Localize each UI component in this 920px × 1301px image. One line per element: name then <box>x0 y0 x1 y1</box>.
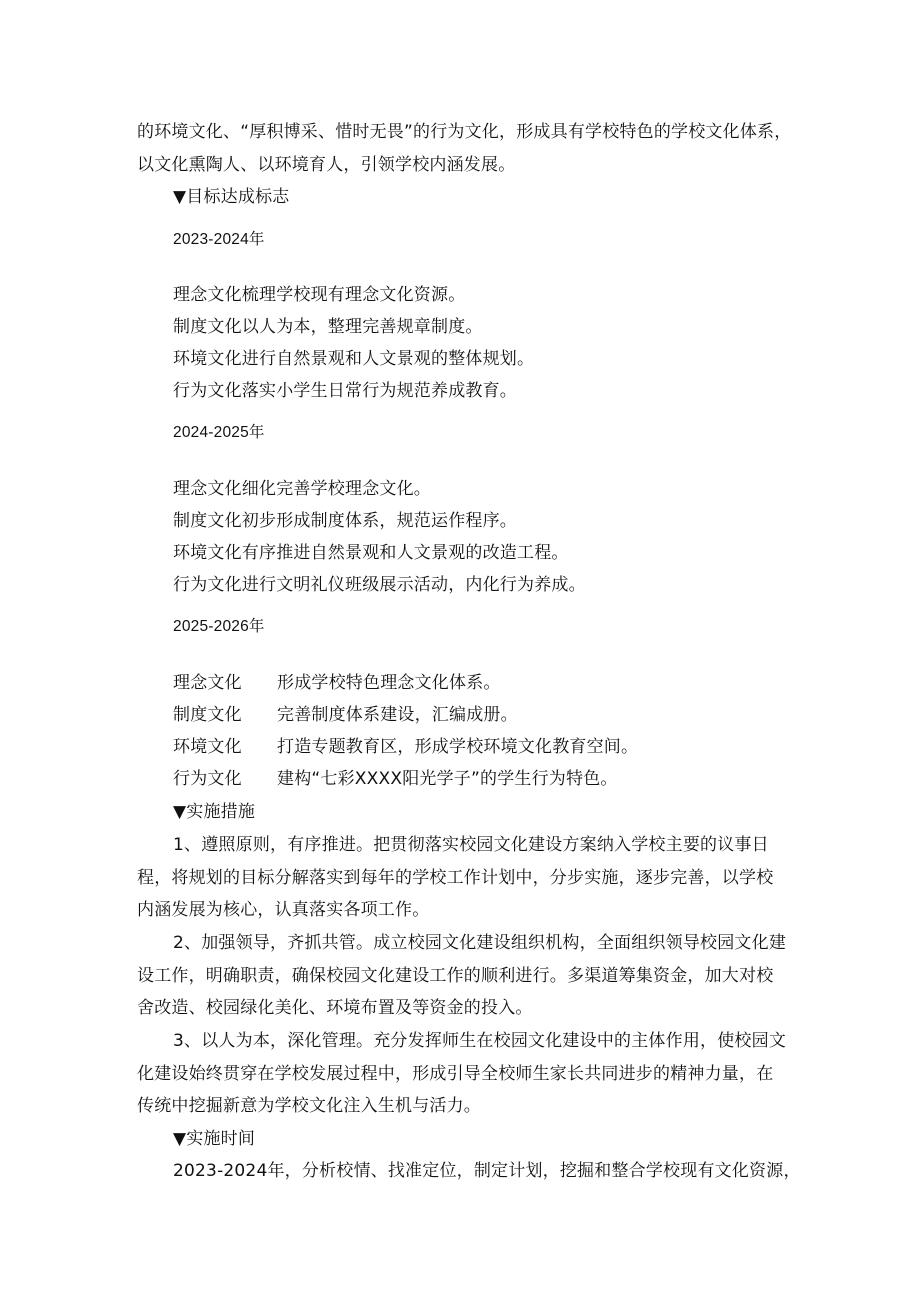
measure-line: 舍改造、校园绿化美化、环境布置及等资金的投入。 <box>137 998 533 1018</box>
goal-row <box>173 705 518 725</box>
goal-row <box>173 737 638 757</box>
measure-line: 2、加强领导，齐抓共管。成立校园文化建设组织机构，全面组织领导校园文化建 <box>173 933 787 953</box>
goal-row-label: 环境文化 <box>173 737 242 757</box>
goal-item: 行为文化落实小学生日常行为规范养成教育。 <box>173 381 517 401</box>
measure-line: 化建设始终贯穿在学校发展过程中，形成引导全校师生家长共同进步的精神力量，在 <box>137 1064 774 1084</box>
measure-line: 设工作，明确职责，确保校园文化建设工作的顺利进行。多渠道筹集资金，加大对校 <box>137 966 774 986</box>
measures-heading: ▼实施措施 <box>173 802 256 822</box>
goal-row-text: 形成学校特色理念文化体系。 <box>277 673 501 693</box>
goal-row <box>173 769 618 789</box>
schedule-line: 2023-2024年，分析校情、找准定位，制定计划，挖掘和整合学校现有文化资源， <box>173 1161 801 1181</box>
goal-row-text: 建构“七彩XXXX阳光学子”的学生行为特色。 <box>277 769 618 789</box>
goal-row-text: 完善制度体系建设，汇编成册。 <box>277 705 518 725</box>
goal-row-label: 制度文化 <box>173 705 242 725</box>
goals-heading: ▼目标达成标志 <box>173 187 290 207</box>
measure-line: 3、以人为本，深化管理。充分发挥师生在校园文化建设中的主体作用，使校园文 <box>173 1031 787 1051</box>
goal-row <box>173 673 501 693</box>
goal-item: 行为文化进行文明礼仪班级展示活动，内化行为养成。 <box>173 575 586 595</box>
goal-item: 环境文化进行自然景观和人文景观的整体规划。 <box>173 349 535 369</box>
intro-line-1: 的环境文化、“厚积博采、惜时无畏”的行为文化，形成具有学校特色的学校文化体系， <box>137 122 792 142</box>
measure-line: 内涵发展为核心，认真落实各项工作。 <box>137 900 430 920</box>
period-year: 2024-2025年 <box>173 424 265 441</box>
goal-row-label: 行为文化 <box>173 769 242 789</box>
measure-line: 传统中挖掘新意为学校文化注入生机与活力。 <box>137 1096 481 1116</box>
schedule-heading: ▼实施时间 <box>173 1129 256 1149</box>
period-year: 2023-2024年 <box>173 231 265 248</box>
period-year: 2025-2026年 <box>173 618 265 635</box>
intro-line-2: 以文化熏陶人、以环境育人，引领学校内涵发展。 <box>137 155 516 175</box>
goal-row-label: 理念文化 <box>173 673 242 693</box>
goal-row-text: 打造专题教育区，形成学校环境文化教育空间。 <box>277 737 639 757</box>
goal-item: 理念文化细化完善学校理念文化。 <box>173 479 431 499</box>
goal-item: 理念文化梳理学校现有理念文化资源。 <box>173 285 466 305</box>
goal-item: 制度文化初步形成制度体系，规范运作程序。 <box>173 511 517 531</box>
measure-line: 程，将规划的目标分解落实到每年的学校工作计划中，分步实施，逐步完善，以学校 <box>137 868 774 888</box>
goal-item: 环境文化有序推进自然景观和人文景观的改造工程。 <box>173 543 569 563</box>
measure-line: 1、遵照原则，有序推进。把贯彻落实校园文化建设方案纳入学校主要的议事日 <box>173 835 769 855</box>
goal-item: 制度文化以人为本，整理完善规章制度。 <box>173 317 483 337</box>
